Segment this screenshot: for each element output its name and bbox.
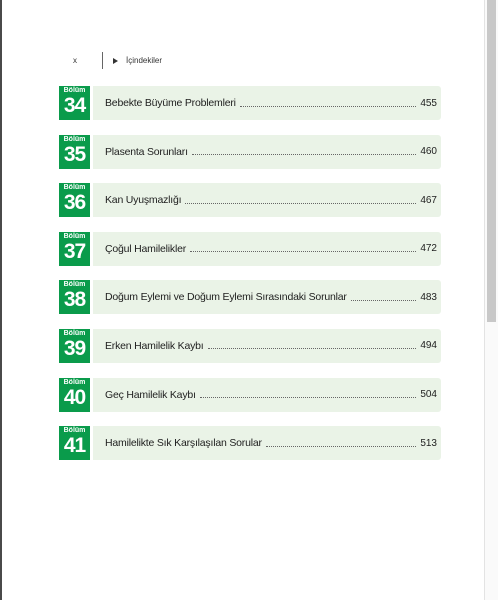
page-number: x [73,56,77,65]
chapter-label: Bölüm [63,87,86,94]
chapter-badge [59,135,90,169]
chapter-page: 504 [420,389,437,401]
chapter-number: 34 [63,94,86,117]
chapter-title: Doğum Eylemi ve Doğum Eylemi Sırasındaki Sorunlar [105,291,347,304]
viewer-left-border [0,0,2,600]
toc-entry-bar[interactable] [93,280,441,314]
dot-leader [208,340,417,349]
chapter-title: Bebekte Büyüme Problemleri [105,97,236,109]
chapter-page: 472 [420,243,437,255]
chapter-title: Kan Uyuşmazlığı [105,194,182,207]
toc-entry-bar[interactable] [93,426,441,460]
chapter-title: Geç Hamilelik Kaybı [105,388,196,401]
toc-entry-bar[interactable] [93,378,441,412]
chapter-number: 38 [63,288,86,312]
chapter-page: 460 [420,146,437,158]
chapter-badge [59,280,90,314]
header-divider [102,52,103,69]
chapter-badge [59,378,90,412]
chapter-page: 467 [420,194,437,206]
chapter-label: Bölüm [63,184,86,192]
dot-leader [190,243,416,252]
toc-entry[interactable] [59,135,441,169]
table-of-contents [59,86,441,475]
chapter-badge [59,329,90,363]
toc-entry-bar[interactable] [93,135,441,169]
toc-entry[interactable] [59,378,441,412]
toc-entry-bar[interactable] [93,329,441,363]
toc-entry[interactable] [59,426,441,460]
chapter-title: Hamilelikte Sık Karşılaşılan Sorular [105,437,262,450]
chapter-page: 494 [420,340,437,352]
section-title: İçindekiler [126,56,163,65]
chapter-number: 35 [63,142,86,166]
toc-entry[interactable] [59,329,441,363]
chapter-title: Plasenta Sorunları [105,145,188,158]
chapter-label: Bölüm [63,329,86,337]
dot-leader [192,146,417,155]
toc-entry-bar[interactable] [93,183,441,217]
page-header [60,54,460,70]
toc-entry[interactable] [59,232,441,266]
chapter-number: 36 [63,191,86,215]
chapter-label: Bölüm [63,378,86,386]
toc-entry[interactable] [59,86,441,120]
chapter-number: 40 [63,385,86,409]
toc-entry[interactable] [59,280,441,314]
chapter-title: Çoğul Hamilelikler [105,242,187,255]
toc-entry-bar[interactable] [93,86,441,120]
toc-entry-bar[interactable] [93,232,441,266]
chapter-page: 483 [420,291,437,303]
scrollbar[interactable] [484,0,498,600]
chapter-label: Bölüm [63,135,86,143]
dot-leader [185,195,416,204]
chapter-number: 37 [63,239,86,263]
chapter-page: 513 [420,437,437,449]
chapter-label: Bölüm [63,232,86,240]
chapter-title: Erken Hamilelik Kaybı [105,339,204,352]
scrollbar-thumb[interactable] [487,0,496,322]
dot-leader [351,292,417,301]
dot-leader [200,389,417,398]
dot-leader [266,438,417,447]
chapter-label: Bölüm [63,281,86,289]
chapter-label: Bölüm [63,427,86,435]
triangle-right-icon [113,58,118,64]
toc-entry[interactable] [59,183,441,217]
dot-leader [240,98,417,107]
chapter-badge [59,183,90,217]
chapter-page: 455 [420,97,437,109]
chapter-number: 41 [63,434,86,458]
chapter-badge [59,232,90,266]
chapter-badge [59,86,90,120]
chapter-badge [59,426,90,460]
chapter-number: 39 [63,336,86,360]
